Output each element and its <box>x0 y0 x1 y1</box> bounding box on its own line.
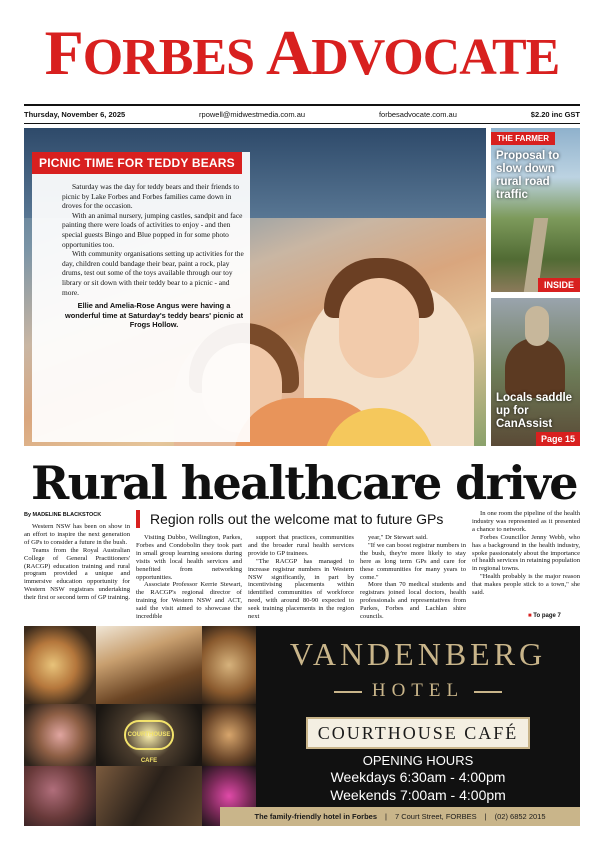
caption-paragraph: With an animal nursery, jumping castles, sandpit and face painting there were loads of activities to enjoy - and then special guests Bingo and Blue popped in for some photo opportunities too. <box>62 210 243 249</box>
story-column <box>248 534 354 621</box>
story-subhead: Region rolls out the welcome mat to future GPs <box>136 510 443 528</box>
story-column <box>472 510 580 597</box>
price: $2.20 inc GST <box>530 110 580 119</box>
contact-email[interactable]: rpowell@midwestmedia.com.au <box>199 110 306 119</box>
food-photo <box>202 704 256 766</box>
cafe-name: COURTHOUSE CAFÉ <box>306 717 530 749</box>
separator: | <box>484 812 487 821</box>
cafe-photo <box>96 704 202 766</box>
caption-bold: Ellie and Amelia-Rose Angus were having a wonderful time at Saturday's teddy bears' picnic at Frogs Hollow. <box>64 301 244 330</box>
story-paragraph: "The RACGP has managed to increase registrar numbers in Western NSW significantly, in part by incentivising placements within identified communities of workforce need, with around 80-90 expected to seek training placements in the region next <box>248 557 354 621</box>
weekday-hours: Weekdays 6:30am - 4:00pm <box>330 769 506 785</box>
story-paragraph: support that practices, communities and the broader rural health services provide to GP trainees. <box>248 534 354 557</box>
story-paragraph: Western NSW has been on show in an effort to inspire the next generation of GPs to consider a future in the bush. <box>24 523 130 546</box>
caption-paragraph: With community organisations setting up activities for the day, children could bandage their bear, paint a rock, play drums, test out some of the toys available through our toy library or sit down with their teddy bear to a picnic - and more. <box>62 249 244 297</box>
promo-farmer[interactable] <box>491 128 580 292</box>
hero-caption <box>62 182 246 330</box>
separator: | <box>385 812 387 821</box>
story-paragraph: In one room the pipeline of the health industry was represented as it presented a chance to network. <box>472 510 580 533</box>
dateline <box>24 104 580 124</box>
ad-footer <box>220 807 580 826</box>
story-paragraph: Forbes Councillor Jenny Webb, who has a background in the health industry, spoke passionately about the importance of health services in retaining population in regional towns. <box>472 533 580 573</box>
story-column <box>24 523 130 602</box>
ad-text-panel <box>256 626 580 807</box>
neon-sign: COURTHOUSE CAFE <box>124 720 174 750</box>
story-paragraph: More than 70 medical students and registrars joined local doctors, health professionals and representatives from Parkes, Forbes and Lachlan shire councils. <box>360 581 466 621</box>
story-paragraph: "Health probably is the major reason that makes people stick to a town," she said. <box>472 573 580 597</box>
story-paragraph: Associate Professor Kerrie Stewart, the RACGP's regional director of training for Western NSW and ACT, said the visit aimed to showcase the incredible <box>136 581 242 621</box>
food-photo <box>24 766 96 826</box>
hero-photo[interactable] <box>24 128 486 446</box>
issue-date: Thursday, November 6, 2025 <box>24 110 126 119</box>
hotel-advertisement[interactable] <box>24 626 580 826</box>
hotel-subtitle: HOTEL <box>256 680 580 702</box>
sidebar-promos <box>491 128 580 446</box>
food-photo <box>96 626 202 704</box>
continued-link[interactable]: ■ To page 7 <box>528 613 561 619</box>
promo-tag: INSIDE <box>538 278 580 292</box>
weekend-hours: Weekends 7:00am - 4:00pm <box>330 787 506 803</box>
promo-canassist[interactable] <box>491 298 580 446</box>
divider-line <box>474 691 502 693</box>
food-photo <box>24 626 96 704</box>
ad-phone[interactable]: (02) 6852 2015 <box>494 812 546 821</box>
hotel-name: VANDENBERG <box>289 636 547 672</box>
food-photo <box>96 766 202 826</box>
story-paragraph: Visiting Dubbo, Wellington, Parkes, Forbes and Condobolin they took part in small group learning sessions during visits with local health services and benefited from networking opportunities. <box>136 534 242 581</box>
hero-kicker: PICNIC TIME FOR TEDDY BEARS <box>32 152 242 174</box>
story-paragraph: Teams from the Royal Australian College of General Practitioners' (RACGP) education training and rural program provided a unique and immersive education opportunity for Western NSW registrars undertaking their first or second term of GP training. <box>24 546 130 602</box>
opening-hours-title: OPENING HOURS <box>362 753 474 768</box>
story-paragraph: "If we can boost registrar numbers in the bush, they're more likely to stay here as long term GPs and care for these communities for many years to come." <box>360 541 466 581</box>
promo-tag: Page 15 <box>536 432 580 446</box>
byline: By MADELINE BLACKSTOCK <box>24 512 102 518</box>
story-column <box>136 534 242 621</box>
story-column <box>360 534 466 621</box>
divider-line <box>334 691 362 693</box>
masthead <box>0 0 604 100</box>
newspaper-title[interactable]: FORBES ADVOCATE <box>44 17 560 88</box>
promo-headline: Proposal to slow down rural road traffic <box>496 150 560 201</box>
food-photo <box>202 626 256 704</box>
ad-tagline: The family-friendly hotel in Forbes <box>254 812 378 821</box>
lead-headline[interactable]: Rural healthcare drive <box>31 456 577 510</box>
caption-paragraph: Saturday was the day for teddy bears and their friends to picnic by Lake Forbes and Forbes families came down in droves for the occasion. <box>62 182 240 211</box>
promo-headline: Locals saddle up for CanAssist <box>496 392 573 430</box>
food-photo <box>24 704 96 766</box>
website-link[interactable]: forbesadvocate.com.au <box>378 110 457 119</box>
story-paragraph: year," Dr Stewart said. <box>368 534 428 541</box>
square-icon: ■ <box>528 613 532 619</box>
section-label: THE FARMER <box>491 132 555 145</box>
ad-address: 7 Court Street, FORBES <box>394 812 477 821</box>
